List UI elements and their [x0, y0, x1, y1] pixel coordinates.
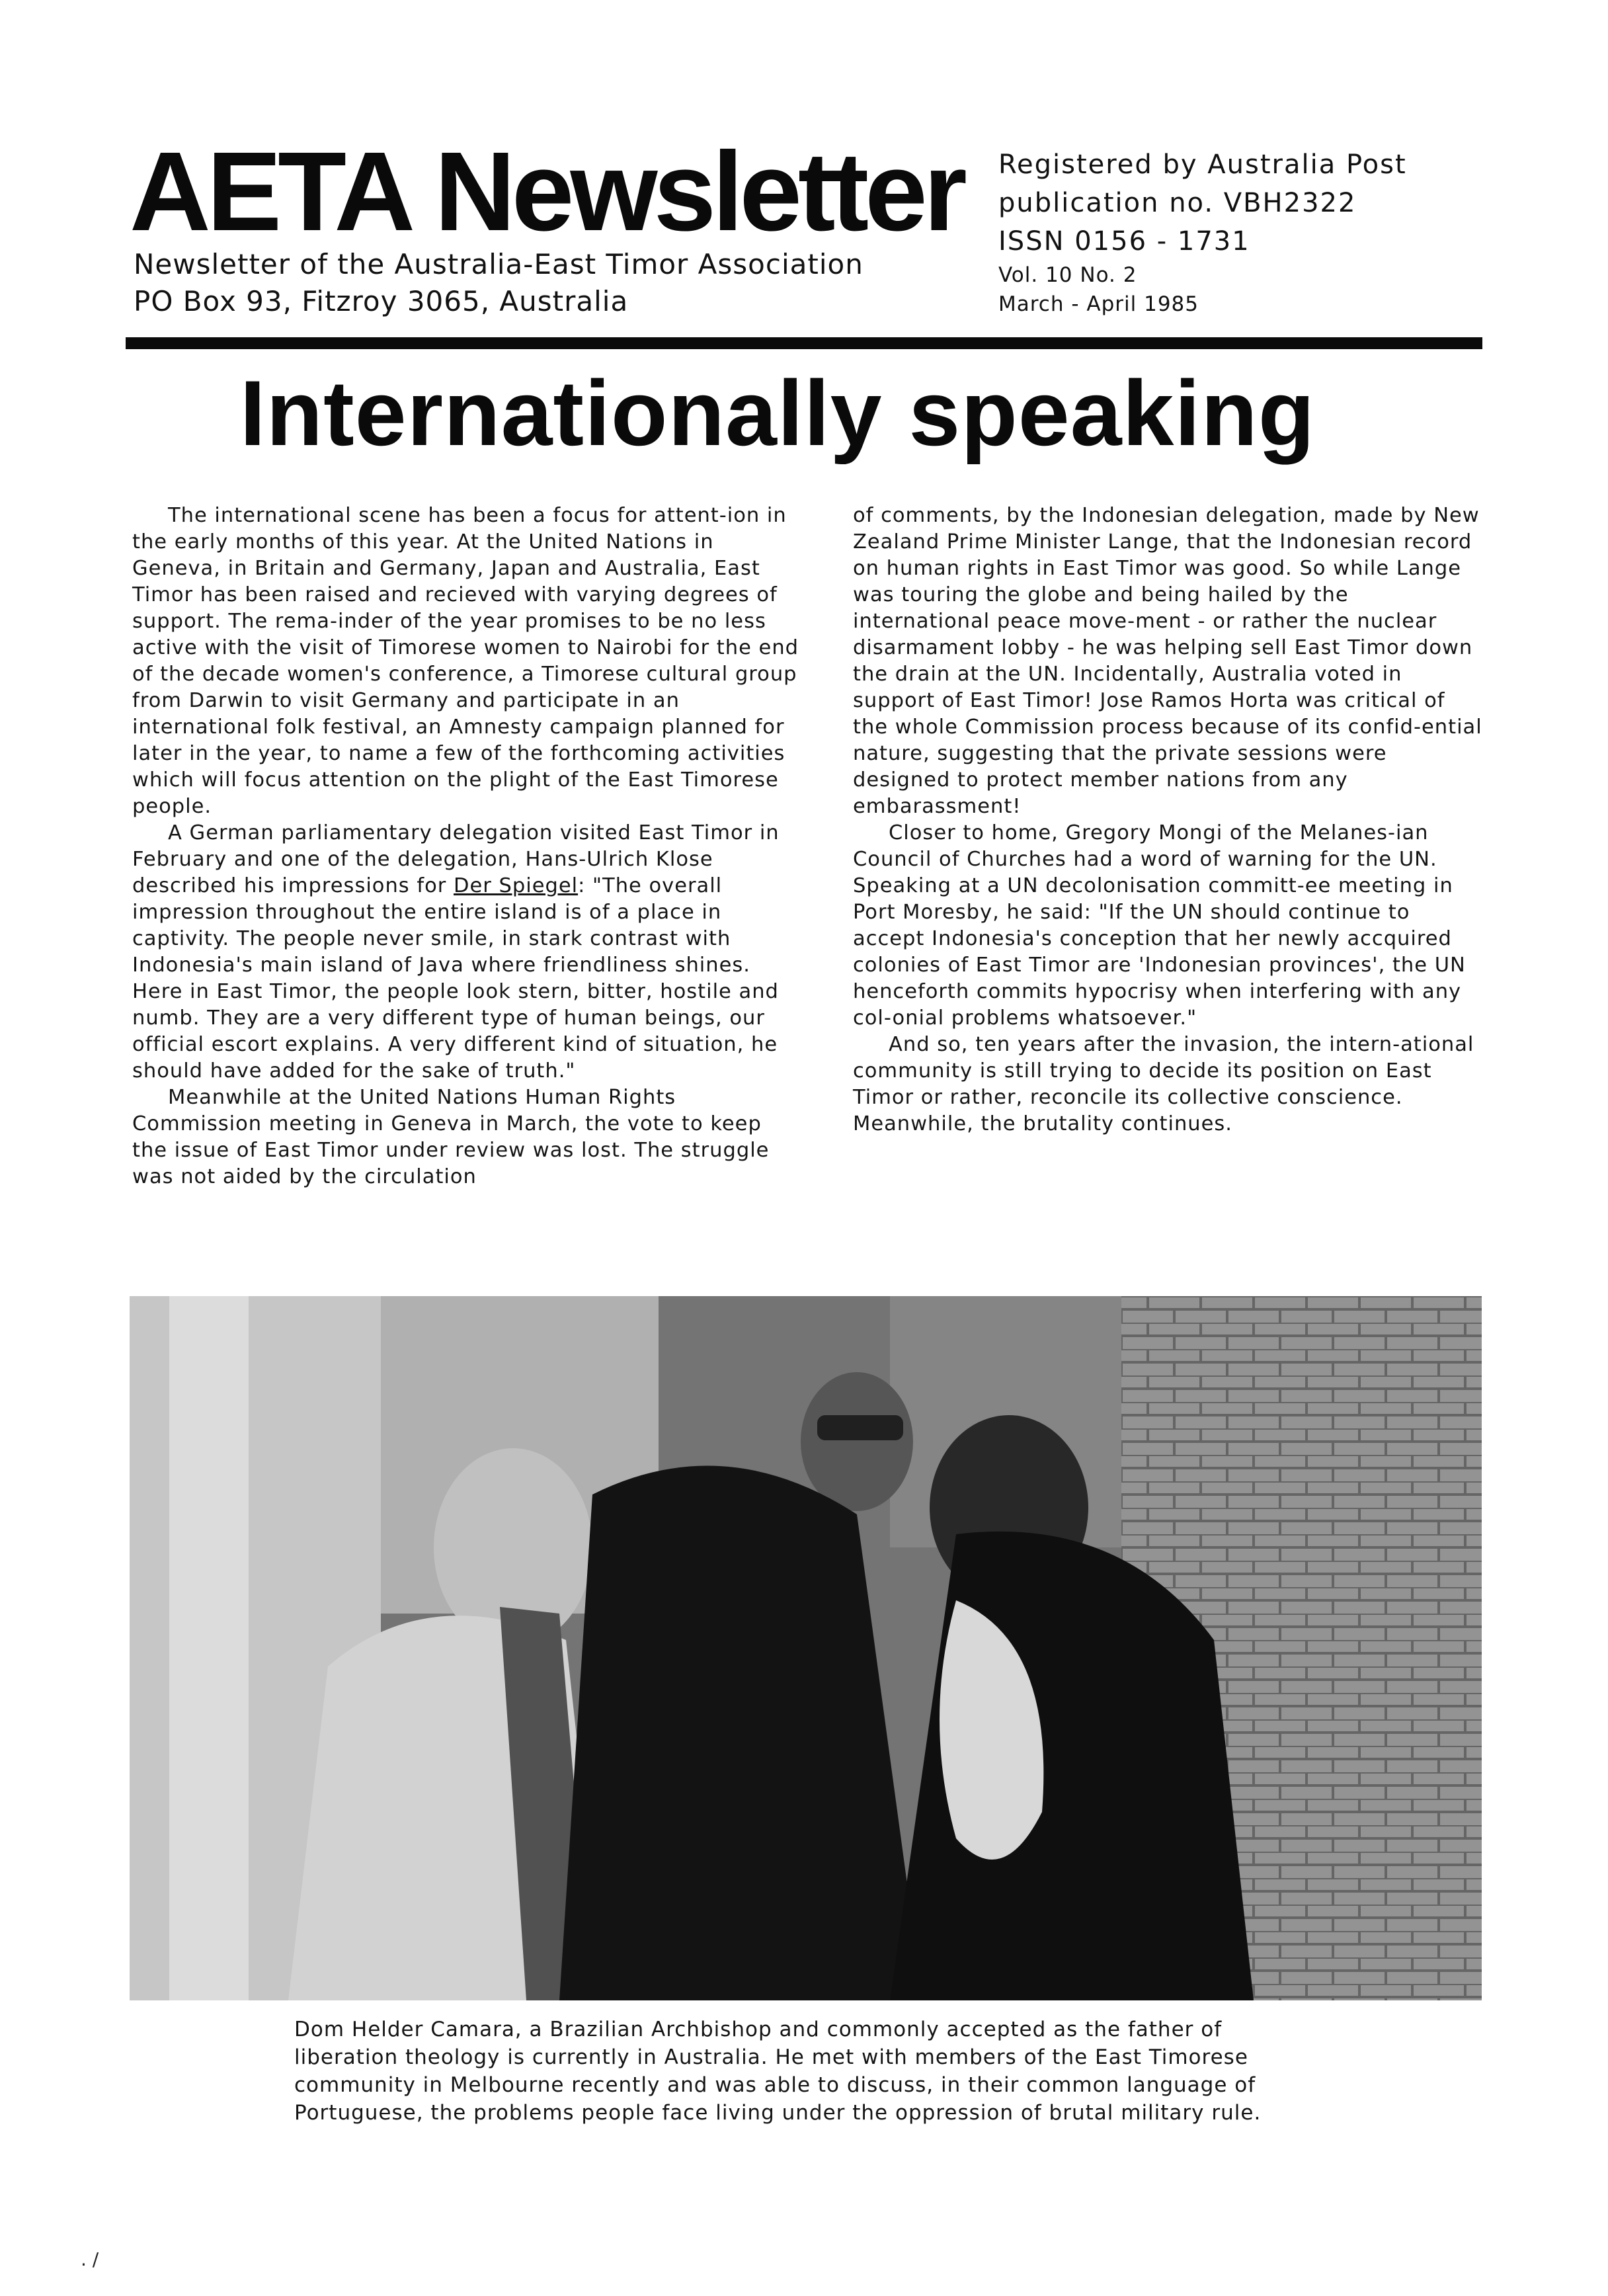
photo-illustration	[130, 1296, 1482, 2000]
article-paragraph	[132, 820, 803, 1085]
article-paragraph: The international scene has been a focus for attent-ion in the early months of this year. At the United Nations in Geneva, in Britain and Germany, Japan and Australia, East Timor has been raised and recieved with varying degrees of support. The rema-inder of the year promises to be no less active with the visit of Timorese women to Nairobi for the end of the decade women's conference, a Timorese cultural group from Darwin to visit Germany and participate in an international folk festival, an Amnesty campaign planned for later in the year, to name a few of the forthcoming activities which will focus attention on the plight of the East Timorese people.	[132, 504, 799, 818]
masthead-rule	[126, 337, 1482, 349]
registration-line: Registered by Australia Post	[998, 149, 1407, 180]
caption-line: Portuguese, the problems people face living under the oppression of brutal military rule.	[294, 2101, 1262, 2125]
article-column-right	[853, 503, 1484, 1137]
article-headline: Internationally speaking	[239, 361, 1316, 465]
newsletter-title: AETA Newsletter	[130, 129, 963, 255]
issue-date: March - April 1985	[998, 292, 1199, 316]
caption-line: liberation theology is currently in Australia. He met with members of the East Timorese	[294, 2045, 1248, 2069]
issn: ISSN 0156 - 1731	[998, 226, 1250, 257]
article-column-left	[132, 503, 803, 1190]
article-photo	[130, 1296, 1482, 2000]
publication-name: Der Spiegel	[454, 874, 579, 897]
paragraph-text: : "The overall impression throughout the entire island is of a place in captivity. The people never smile, in stark contrast with Indonesia's main island of Java where friendliness shines. Here in East Timor, the people look stern, bitter, hostile and numb. They are a very different type of human beings, our official escort explains. A very different kind of situation, he should have added for the sake of truth."	[132, 874, 779, 1083]
publication-number: publication no. VBH2322	[998, 188, 1357, 218]
photo-caption	[294, 2016, 1379, 2127]
association-name: Newsletter of the Australia-East Timor Association	[134, 248, 864, 280]
article-paragraph: And so, ten years after the invasion, the intern-ational community is still trying to decide its position on East Timor or rather, reconcile its collective conscience. Meanwhile, the brutality continues.	[853, 1033, 1474, 1135]
postal-address: PO Box 93, Fitzroy 3065, Australia	[134, 285, 629, 317]
article-paragraph: of comments, by the Indonesian delegation, made by New Zealand Prime Minister Lange, that the Indonesian record on human rights in East Timor was good. So while Lange was touring the globe and being hailed by the international peace move-ment - or rather the nuclear disarmament lobby - he was helping sell East Timor down the drain at the UN. Incidentally, Australia voted in support of East Timor! Jose Ramos Horta was critical of the whole Commission process because of its confid-ential nature, suggesting that the private sessions were designed to protect member nations from any embarassment!	[853, 504, 1482, 818]
article-paragraph: Meanwhile at the United Nations Human Rights Commission meeting in Geneva in March, the vote to keep the issue of East Timor under review was lost. The struggle was not aided by the circulation	[132, 1086, 770, 1188]
article-paragraph: Closer to home, Gregory Mongi of the Melanes-ian Council of Churches had a word of warning for the UN. Speaking at a UN decolonisation committ-ee meeting in Port Moresby, he said: "If the UN should continue to accept Indonesia's conception that her newly accquired colonies of East Timor are 'Indonesian provinces', the UN henceforth commits hypocrisy when interfering with any col-onial problems whatsoever."	[853, 821, 1466, 1030]
masthead-subtitle	[134, 246, 864, 320]
caption-line: Dom Helder Camara, a Brazilian Archbishop and commonly accepted as the father of	[294, 2018, 1223, 2041]
paragraph-text: A German parliamentary delegation visited East Timor in February and one of the delegation, Hans-Ulrich Klose described his impressions for	[132, 821, 780, 897]
caption-line: community in Melbourne recently and was able to discuss, in their common language of	[294, 2073, 1256, 2097]
scan-artifact: . /	[81, 2248, 99, 2270]
volume-number: Vol. 10 No. 2	[998, 263, 1137, 287]
registration-block	[998, 145, 1407, 319]
